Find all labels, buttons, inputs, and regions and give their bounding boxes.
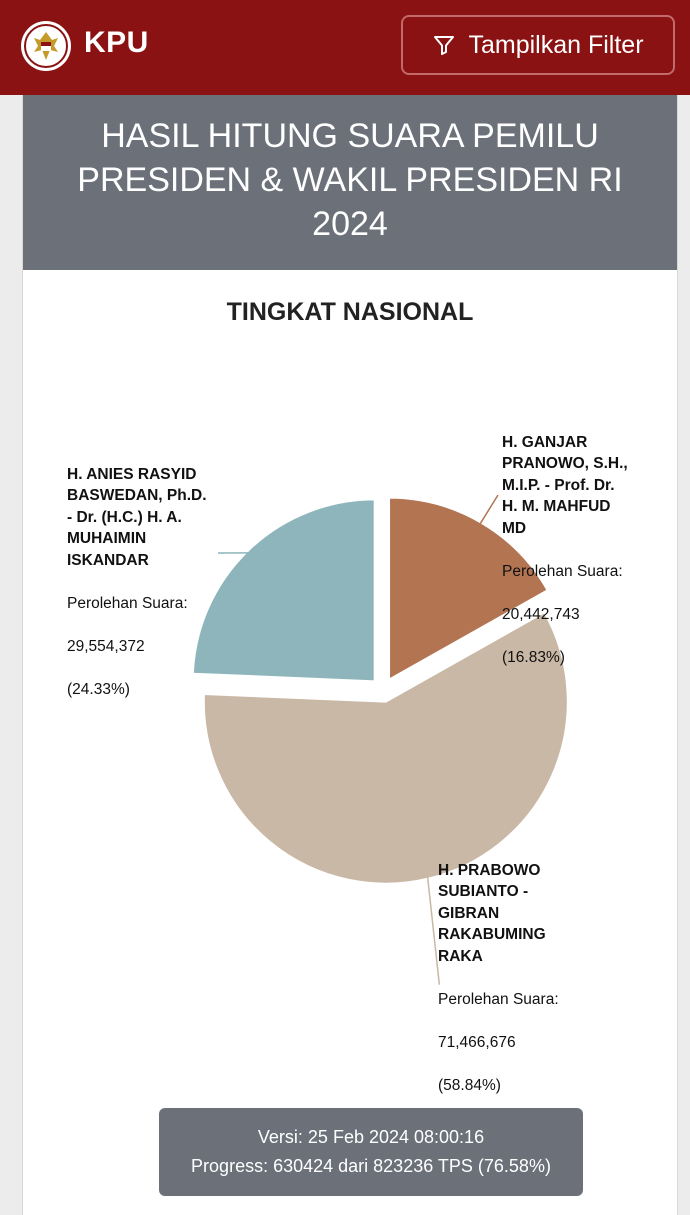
label-ganjar-value: 20,442,743 [502, 604, 672, 626]
pie-slice-ganjar-leader-line [479, 495, 498, 526]
label-ganjar-stats [502, 539, 672, 690]
filter-button-label: Tampilkan Filter [468, 31, 643, 60]
label-prabowo-names: H. PRABOWO SUBIANTO - GIBRAN RAKABUMING RAKA [438, 862, 546, 965]
show-filter-button[interactable] [401, 15, 675, 75]
label-anies-prefix: Perolehan Suara: [67, 593, 242, 615]
label-prabowo-value: 71,466,676 [438, 1032, 613, 1054]
filter-icon [432, 33, 456, 57]
version-text: Versi: 25 Feb 2024 08:00:16 [159, 1123, 583, 1152]
page-title: HASIL HITUNG SUARA PEMILU PRESIDEN & WAKIL PRESIDEN RI 2024 [70, 114, 630, 246]
label-anies-percent: (24.33%) [67, 679, 242, 701]
label-prabowo [438, 838, 613, 1139]
top-navbar [0, 0, 690, 95]
label-anies-value: 29,554,372 [67, 636, 242, 658]
label-ganjar-percent: (16.83%) [502, 647, 672, 669]
label-prabowo-stats [438, 967, 613, 1118]
results-card [22, 95, 678, 1215]
label-prabowo-percent: (58.84%) [438, 1075, 613, 1097]
chart-subtitle: TINGKAT NASIONAL [23, 298, 677, 327]
version-info-box [159, 1108, 583, 1196]
kpu-logo[interactable] [20, 20, 72, 72]
progress-text: Progress: 630424 dari 823236 TPS (76.58%) [159, 1152, 583, 1181]
label-ganjar [502, 410, 672, 711]
label-anies-stats [67, 571, 242, 722]
label-anies-names: H. ANIES RASYID BASWEDAN, Ph.D. - Dr. (H.C.) H. A. MUHAIMIN ISKANDAR [67, 466, 207, 569]
label-ganjar-prefix: Perolehan Suara: [502, 561, 672, 583]
label-anies [67, 442, 242, 743]
brand-name: KPU [84, 26, 149, 60]
label-prabowo-prefix: Perolehan Suara: [438, 989, 613, 1011]
label-ganjar-names: H. GANJAR PRANOWO, S.H., M.I.P. - Prof. Dr. H. M. MAHFUD MD [502, 434, 628, 537]
